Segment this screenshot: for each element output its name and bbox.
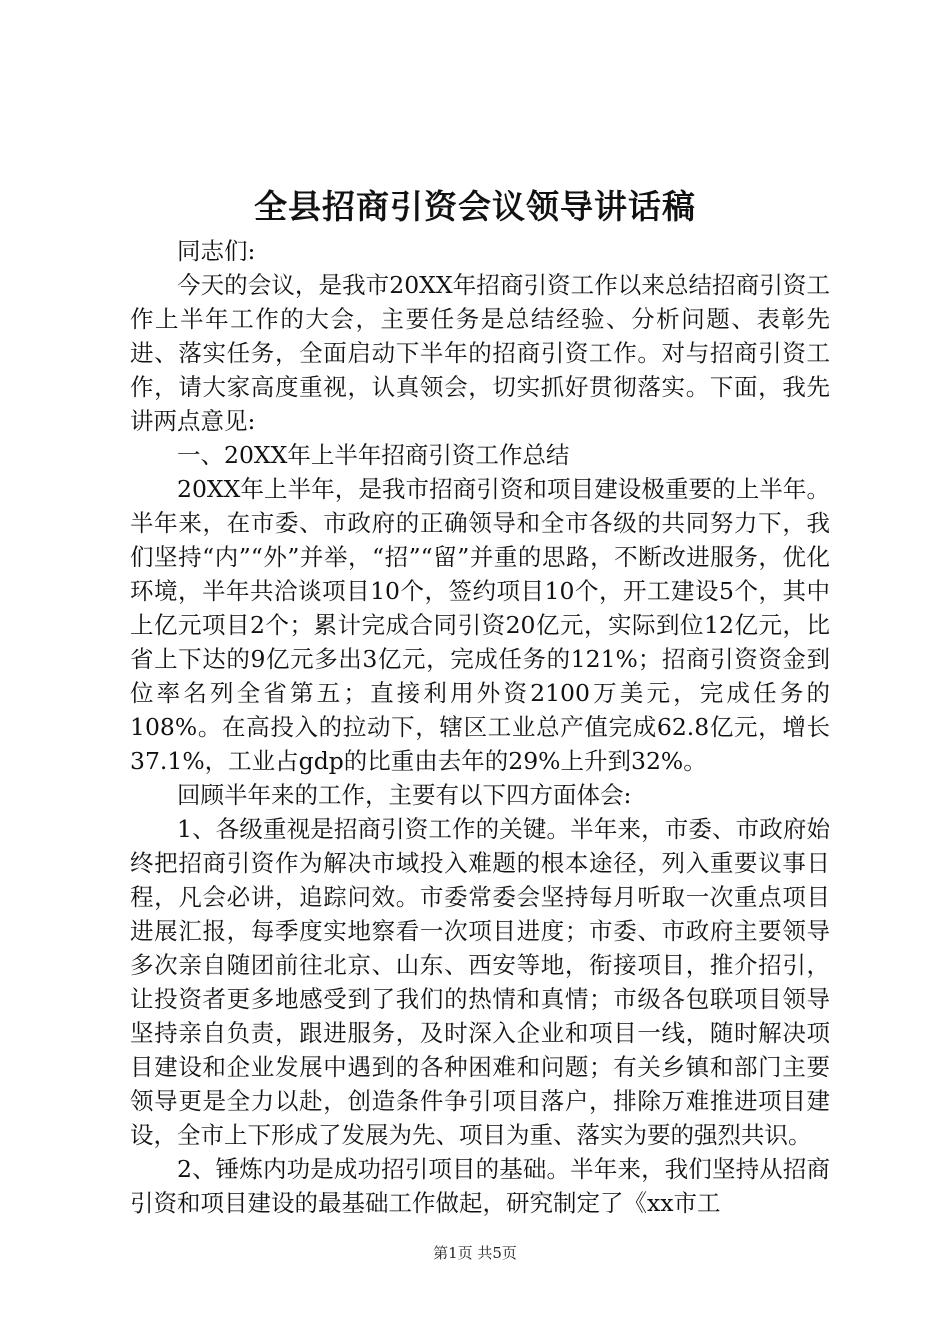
document-body (130, 234, 830, 1220)
paragraph-point-2: 2、锤炼内功是成功招引项目的基础。半年来，我们坚持从招商引资和项目建设的最基础工作做起，研究制定了《xx市工 (130, 1155, 830, 1217)
paragraph-intro: 今天的会议，是我市20XX年招商引资工作以来总结招商引资工作上半年工作的大会，主要任务是总结经验、分析问题、表彰先进、落实任务，全面启动下半年的招商引资工作。对与招商引资工作，请大家高度重视，认真领会，切实抓好贯彻落实。下面，我先讲两点意见: (130, 271, 830, 435)
section-heading-summary: 一、20XX年上半年招商引资工作总结 (177, 441, 570, 469)
paragraph-point-1: 1、各级重视是招商引资工作的关键。半年来，市委、市政府始终把招商引资作为解决市域投入难题的根本途径，列入重要议事日程，凡会必讲，追踪问效。市委常委会坚持每月听取一次重点项目进展汇报，每季度实地察看一次项目进度；市委、市政府主要领导多次亲自随团前往北京、山东、西安等地，衔接项目，推介招引，让投资者更多地感受到了我们的热情和真情；市级各包联项目领导坚持亲自负责，跟进服务，及时深入企业和项目一线，随时解决项目建设和企业发展中遇到的各种困难和问题；有关乡镇和部门主要领导更是全力以赴，创造条件争引项目落户，排除万难推进项目建设，全市上下形成了发展为先、项目为重、落实为要的强烈共识。 (130, 815, 830, 1149)
paragraph-summary: 20XX年上半年，是我市招商引资和项目建设极重要的上半年。半年来，在市委、市政府的正确领导和全市各级的共同努力下，我们坚持“内”“外”并举，“招”“留”并重的思路，不断改进服务，优化环境，半年共洽谈项目10个，签约项目10个，开工建设5个，其中上亿元项目2个；累计完成合同引资20亿元，实际到位12亿元，比省上下达的9亿元多出3亿元，完成任务的121%；招商引资资金到位率名列全省第五；直接利用外资2100万美元，完成任务的108%。在高投入的拉动下，辖区工业总产值完成62.8亿元，增长37.1%，工业占gdp的比重由去年的29%上升到32%。 (130, 475, 830, 775)
page-footer: 第1页 共5页 (433, 1244, 517, 1262)
paragraph-greeting: 同志们: (177, 237, 256, 265)
paragraph-review: 回顾半年来的工作，主要有以下四方面体会: (177, 781, 632, 809)
document-title: 全县招商引资会议领导讲话稿 (254, 187, 696, 226)
